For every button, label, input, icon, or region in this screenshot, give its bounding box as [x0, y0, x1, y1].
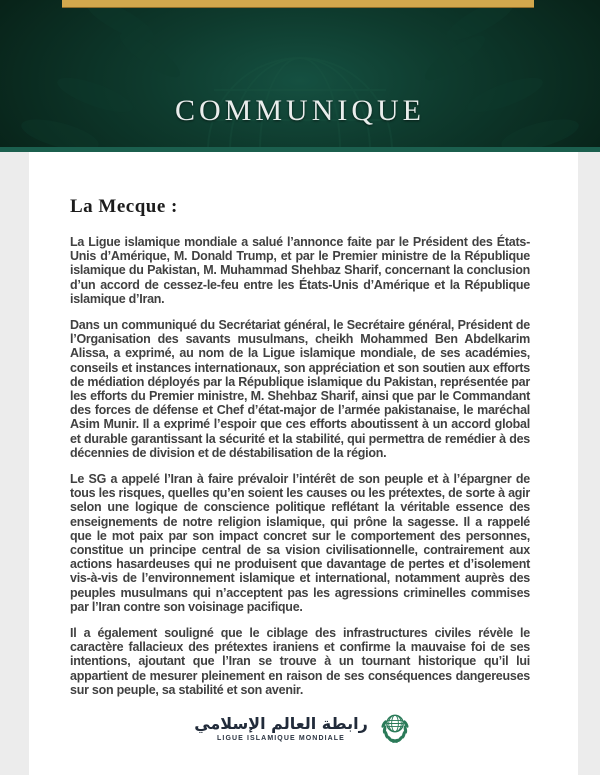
- logo-caption: LIGUE ISLAMIQUE MONDIALE: [217, 735, 345, 742]
- paragraph-3: Le SG a appelé l’Iran à faire prévaloir l’intérêt de son peuple et à l’épargner de tous les risques, quelles qu’en soient les causes ou les prétextes, de sorte à agir selon une logique de conscience politique reflétant la véritable essence des enseignements de notre religion islamique, qui prône la sagesse. Il a rappelé que le mot paix par son impact concret sur le comportement des personnes, constitue un principe central de sa vision civilisationnelle, contrairement aux actions hasardeuses qui ne produisent que davantage de pertes et d’isolement vis-à-vis de l’environnement islamique et international, notamment auprès des peuples musulmans qui n’acceptent pas les agressions criminelles commises par l’Iran contre son voisinage pacifique.: [70, 472, 530, 614]
- paragraph-2: Dans un communiqué du Secrétariat général, le Secrétaire général, Président de l’Organisation des savants musulmans, cheikh Mohammed Ben Abdelkarim Alissa, a exprimé, au nom de la Ligue islamique mondiale, de ses académies, conseils et instances internationaux, son appréciation et son soutien aux efforts de médiation déployés par la République islamique du Pakistan, représentée par les efforts du Premier ministre, M. Shehbaz Sharif, ainsi que par le Commandant des forces de défense et Chef d’état-major de l’armée pakistanaise, le maréchal Asim Munir. Il a exprimé l’espoir que ces efforts aboutissent à un accord global et durable garantissant la sécurité et la stabilité, qui permettra de remédier à des décennies de division et de déstabilisation de la région.: [70, 318, 530, 460]
- gold-accent-bar: [62, 0, 534, 8]
- paragraph-4: Il a également souligné que le ciblage des infrastructures civiles révèle le caractère fallacieux des prétextes iraniens et confirme la mauvaise foi de ses intentions, ajoutant que l’Iran se trouve à un tournant historique qu’il lui appartient de mesurer pleinement en raison de ses conséquences dangereuses sur son peuple, sa stabilité et son avenir.: [70, 626, 530, 697]
- header-banner: [0, 0, 600, 152]
- dateline-heading: La Mecque :: [70, 196, 178, 217]
- wreath-globe-emblem-icon: [377, 710, 413, 746]
- page-title: COMMUNIQUE: [175, 94, 425, 127]
- paragraph-1: La Ligue islamique mondiale a salué l’annonce faite par le Président des États-Unis d’Amérique, M. Donald Trump, et par le Premier ministre de la République islamique du Pakistan, M. Muhammad Shehbaz Sharif, concernant la conclusion d’un accord de cessez-le-feu entre les États-Unis d’Amérique et la République islamique d’Iran.: [70, 235, 530, 306]
- document-body: [29, 152, 578, 775]
- logo-wordmark: [194, 714, 368, 742]
- footer-logo: [29, 710, 578, 746]
- logo-arabic-calligraphy: رابطة العالم الإسلامي: [194, 714, 368, 733]
